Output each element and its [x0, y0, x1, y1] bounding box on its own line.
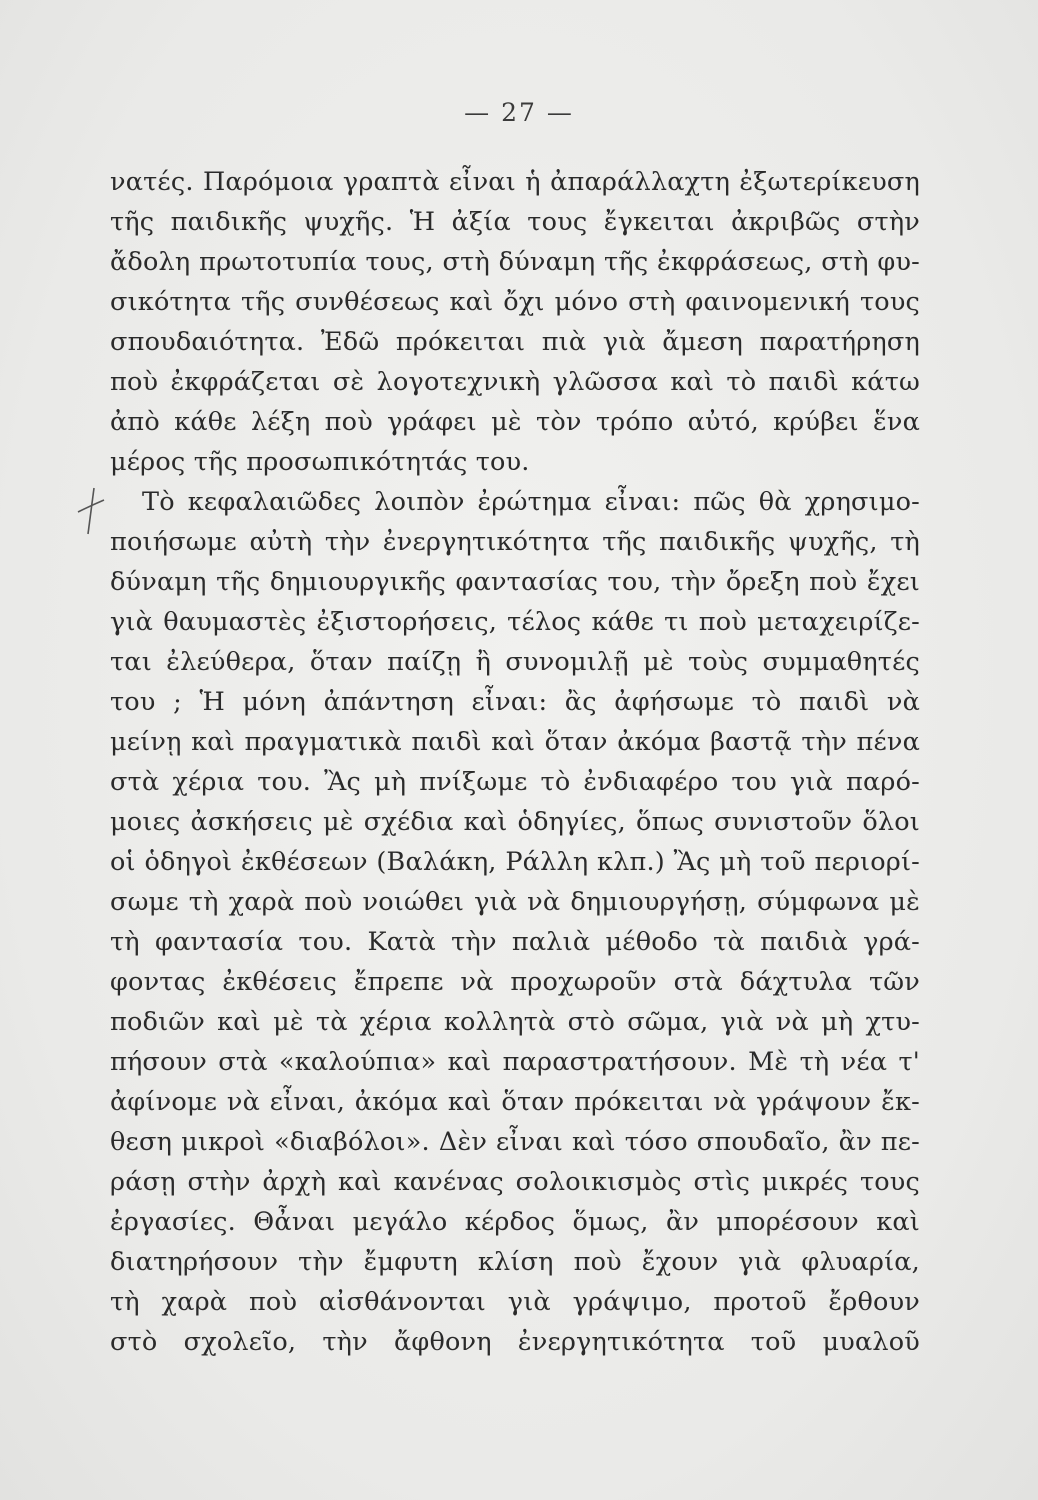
text-line: ποιήσωμε αὐτὴ τὴν ἐνεργητικότητα τῆς παιδικῆς ψυχῆς, τὴ — [110, 527, 920, 557]
text-line: ἐργασίες. Θἆναι μεγάλο κέρδος ὅμως, ἂν μπορέσουν καὶ — [110, 1207, 920, 1237]
text-line: ἀπὸ κάθε λέξη ποὺ γράφει μὲ τὸν τρόπο αὐτό, κρύβει ἕνα — [110, 407, 920, 437]
text-line: τὴ φαντασία του. Κατὰ τὴν παλιὰ μέθοδο τὰ παιδιὰ γρά- — [110, 927, 920, 957]
text-line: τὴ χαρὰ ποὺ αἰσθάνονται γιὰ γράψιμο, προτοῦ ἔρθουν — [110, 1287, 920, 1317]
body-text — [110, 162, 920, 1362]
text-line: φοντας ἐκθέσεις ἔπρεπε νὰ προχωροῦν στὰ δάχτυλα τῶν — [110, 967, 920, 997]
text-line: σικότητα τῆς συνθέσεως καὶ ὄχι μόνο στὴ φαινομενική τους — [110, 287, 920, 317]
text-line: ποὺ ἐκφράζεται σὲ λογοτεχνικὴ γλῶσσα καὶ τὸ παιδὶ κάτω — [110, 367, 920, 397]
text-line: οἱ ὁδηγοὶ ἐκθέσεων (Βαλάκη, Ράλλη κλπ.) Ἂς μὴ τοῦ περιορί- — [110, 847, 920, 877]
text-line: ράσῃ στὴν ἀρχὴ καὶ κανένας σολοικισμὸς στὶς μικρές τους — [110, 1167, 920, 1197]
text-line: στὰ χέρια του. Ἂς μὴ πνίξωμε τὸ ἐνδιαφέρο του γιὰ παρό- — [110, 767, 920, 797]
text-line: στὸ σχολεῖο, τὴν ἄφθονη ἐνεργητικότητα τοῦ μυαλοῦ — [110, 1327, 920, 1357]
text-line: ἄδολη πρωτοτυπία τους, στὴ δύναμη τῆς ἐκφράσεως, στὴ φυ- — [110, 247, 920, 277]
text-line: μείνῃ καὶ πραγματικὰ παιδὶ καὶ ὅταν ἀκόμα βαστᾷ τὴν πένα — [110, 727, 920, 757]
text-line: τῆς παιδικῆς ψυχῆς. Ἡ ἀξία τους ἔγκειται ἀκριβῶς στὴν — [110, 207, 920, 237]
text-line: θεση μικροὶ «διαβόλοι». Δὲν εἶναι καὶ τόσο σπουδαῖο, ἂν πε- — [110, 1127, 920, 1157]
text-line: Τὸ κεφαλαιῶδες λοιπὸν ἐρώτημα εἶναι: πῶς θὰ χρησιμο- — [142, 487, 920, 517]
margin-cross-mark — [76, 486, 106, 536]
text-line: διατηρήσουν τὴν ἔμφυτη κλίση ποὺ ἔχουν γιὰ φλυαρία, — [110, 1247, 920, 1277]
text-line: του ; Ἡ μόνη ἀπάντηση εἶναι: ἂς ἀφήσωμε τὸ παιδὶ νὰ — [110, 687, 920, 717]
text-line: γιὰ θαυμαστὲς ἐξιστορήσεις, τέλος κάθε τι ποὺ μεταχειρίζε- — [110, 607, 920, 637]
text-line: ποδιῶν καὶ μὲ τὰ χέρια κολλητὰ στὸ σῶμα, γιὰ νὰ μὴ χτυ- — [110, 1007, 920, 1037]
text-line: σπουδαιότητα. Ἐδῶ πρόκειται πιὰ γιὰ ἄμεση παρατήρηση — [110, 327, 920, 357]
page-number: — 27 — — [464, 98, 574, 127]
text-line: ται ἐλεύθερα, ὅταν παίζῃ ἢ συνομιλῇ μὲ τοὺς συμμαθητές — [110, 647, 920, 677]
text-line: νατές. Παρόμοια γραπτὰ εἶναι ἡ ἀπαράλλαχτη ἐξωτερίκευση — [110, 167, 920, 197]
text-line: σωμε τὴ χαρὰ ποὺ νοιώθει γιὰ νὰ δημιουργήσῃ, σύμφωνα μὲ — [110, 887, 920, 917]
text-line: ἀφίνομε νὰ εἶναι, ἀκόμα καὶ ὅταν πρόκειται νὰ γράψουν ἔκ- — [110, 1087, 920, 1117]
text-line: πήσουν στὰ «καλούπια» καὶ παραστρατήσουν. Μὲ τὴ νέα τ' — [110, 1047, 920, 1077]
text-line: μοιες ἀσκήσεις μὲ σχέδια καὶ ὁδηγίες, ὅπως συνιστοῦν ὅλοι — [110, 807, 920, 837]
text-line: μέρος τῆς προσωπικότητάς του. — [110, 447, 530, 477]
text-line: δύναμη τῆς δημιουργικῆς φαντασίας του, τὴν ὄρεξη ποὺ ἔχει — [110, 567, 920, 597]
